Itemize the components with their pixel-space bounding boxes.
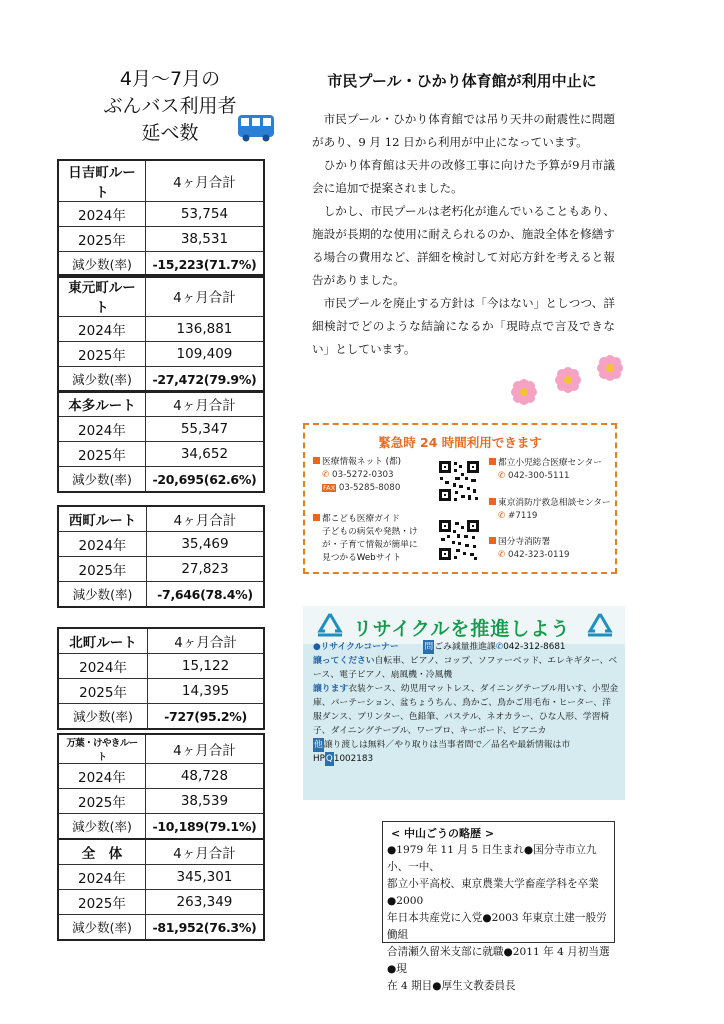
dept-name: ごみ減量推進課 — [434, 642, 496, 652]
article-title: 市民プール・ひかり体育館が利用中止に — [327, 72, 597, 90]
diff-value: -7,646(78.4%) — [146, 582, 264, 608]
qr-code-icon[interactable] — [437, 459, 481, 503]
wanted-label: 譲ってください — [313, 656, 375, 666]
route-table-honda — [57, 390, 265, 493]
diff-label: 減少数(率) — [58, 814, 145, 840]
phone-icon: ✆ — [322, 470, 330, 480]
year-label: 2025年 — [58, 342, 145, 367]
value-2025: 263,349 — [145, 890, 264, 915]
offered-items: 衣装ケース、幼児用マットレス、ダイニングテーブル用いす、小型金庫、パーテーション、盆ちょうちん、鳥かご、鳥かご用毛布・ヒーター、洋服ダンス、プリンター、色鉛筆、パステル、ネオカラー、ひな人形、学習椅子、ダイニングテーブル、ワープロ、キーボード、ピアニカ — [313, 684, 619, 736]
profile-line: 在 4 期目●厚生文教委員長 — [387, 980, 516, 992]
year-label: 2024年 — [58, 532, 146, 557]
diff-label: 減少数(率) — [58, 467, 145, 493]
column-head: 4ヶ月合計 — [145, 275, 264, 317]
profile-box — [382, 821, 615, 992]
diff-value: -15,223(71.7%) — [145, 252, 264, 278]
profile-line: 合清瀬久留米支部に就職●2011 年 4 月初当選●現 — [387, 946, 610, 975]
med-net-label: 医療情報ネット (都) — [322, 457, 402, 467]
value-2024: 48,728 — [145, 764, 264, 789]
route-name: 西町ルート — [58, 506, 146, 532]
recycle-box — [303, 606, 625, 800]
profile-line: 年日本共産党に入党●2003 年東京土建一般労働組 — [387, 912, 607, 941]
recycle-note: 譲り渡しは無料／やり取りは当事者間で／品名や最新情報は市 — [323, 740, 571, 750]
bullet-square-icon — [489, 537, 496, 544]
value-2025: 38,531 — [145, 227, 264, 252]
recycle-icon — [583, 611, 617, 643]
year-label: 2024年 — [58, 417, 145, 442]
bullet-square-icon — [313, 457, 320, 464]
bullet-square-icon — [489, 458, 496, 465]
phone-icon: ✆ — [498, 550, 506, 560]
flower-icon — [597, 355, 623, 381]
value-2024: 15,122 — [148, 654, 264, 679]
value-2025: 34,652 — [145, 442, 264, 467]
value-2025: 27,823 — [146, 557, 264, 582]
title-line-2: ぶんバス利用者 — [103, 95, 237, 117]
year-label: 2025年 — [58, 789, 145, 814]
bullet-square-icon — [313, 514, 320, 521]
diff-label: 減少数(率) — [58, 582, 146, 608]
route-table-total — [57, 838, 265, 941]
route-name: 日吉町ルート — [58, 160, 145, 202]
diff-label: 減少数(率) — [58, 704, 148, 730]
fire-dept-block — [489, 536, 570, 562]
consult-block — [489, 497, 611, 523]
article-body — [312, 108, 615, 361]
kids-guide-text: 見つかるWebサイト — [322, 553, 402, 563]
value-2025: 109,409 — [145, 342, 264, 367]
recycle-body — [313, 640, 619, 766]
q-tag: Q — [325, 754, 333, 764]
hp-code: 1002183 — [333, 754, 374, 764]
inquiry-tag: 問 — [424, 642, 434, 652]
phone-icon: ✆ — [495, 642, 504, 652]
column-head: 4ヶ月合計 — [145, 160, 264, 202]
profile-line: ●1979 年 11 月 5 日生まれ●国分寺市立九小、一中、 — [387, 844, 597, 873]
hospital-name: 都立小児総合医療センター — [498, 458, 602, 468]
year-label: 2025年 — [58, 442, 145, 467]
recycle-title: リサイクルを推進しよう — [353, 618, 571, 640]
bullet-square-icon — [489, 498, 496, 505]
route-name: 全 体 — [58, 839, 145, 865]
diff-value: -10,189(79.1%) — [145, 814, 264, 840]
kids-guide-title: 都こども医療ガイド — [322, 514, 400, 524]
offered-label: 譲ります — [313, 684, 349, 694]
kids-guide-text: 子どもの病気や発熱・け — [322, 527, 418, 537]
column-head: 4ヶ月合計 — [145, 734, 264, 764]
year-label: 2024年 — [58, 654, 148, 679]
recycle-corner-label: ●リサイクルコーナー — [313, 642, 399, 652]
diff-value: -81,952(76.3%) — [145, 915, 264, 941]
year-label: 2025年 — [58, 679, 148, 704]
recycle-icon — [313, 611, 347, 643]
diff-value: -727(95.2%) — [148, 704, 264, 730]
value-2025: 14,395 — [148, 679, 264, 704]
year-label: 2024年 — [58, 865, 145, 890]
qr-code-icon[interactable] — [437, 518, 481, 562]
profile-line: 都立小平高校、東京農業大学畜産学科を卒業●2000 — [387, 878, 599, 907]
year-label: 2025年 — [58, 557, 146, 582]
kids-guide-block — [313, 513, 418, 565]
med-net-phone: 03-5272-0303 — [332, 470, 394, 480]
flower-icon — [511, 379, 537, 405]
emergency-info-box — [303, 423, 617, 574]
column-head: 4ヶ月合計 — [145, 391, 264, 417]
year-label: 2024年 — [58, 202, 145, 227]
route-name: 本多ルート — [58, 391, 145, 417]
fire-dept-phone: 042-323-0119 — [508, 550, 570, 560]
column-head: 4ヶ月合計 — [146, 506, 264, 532]
med-net-block — [313, 456, 401, 495]
column-head: 4ヶ月合計 — [148, 628, 264, 654]
title-line-1: 4月～7月の — [119, 68, 221, 90]
route-table-kitamachi — [57, 627, 265, 730]
value-2025: 38,539 — [145, 789, 264, 814]
hp-label: HP — [313, 754, 325, 764]
phone-icon: ✆ — [498, 471, 506, 481]
article-paragraph: 市民プールを廃止する方針は「今はない」としつつ、詳細検討でどのような結論になるか「現時点で言及できない」としています。 — [312, 296, 615, 356]
route-name: 東元町ルート — [58, 275, 145, 317]
diff-value: -27,472(79.9%) — [145, 367, 264, 393]
column-head: 4ヶ月合計 — [145, 839, 264, 865]
fax-tag: FAX — [323, 484, 336, 492]
value-2024: 53,754 — [145, 202, 264, 227]
route-name: 万葉・けやきルート — [58, 734, 145, 764]
diff-label: 減少数(率) — [58, 252, 145, 278]
route-table-nishimachi — [57, 505, 265, 608]
year-label: 2025年 — [58, 227, 145, 252]
article-paragraph: 市民プール・ひかり体育館では吊り天井の耐震性に問題があり、9 月 12 日から利用が中止になっています。 — [312, 112, 615, 149]
title-line-3: 延べ数 — [141, 122, 199, 144]
bus-icon — [236, 113, 276, 143]
hospital-block — [489, 457, 602, 483]
year-label: 2024年 — [58, 764, 145, 789]
kids-guide-text: が・子育て情報が簡単に — [322, 540, 418, 550]
med-net-fax: 03-5285-8080 — [338, 483, 401, 493]
article-paragraph: しかし、市民プールは老朽化が進んでいることもあり、施設が長期的な使用に耐えられるのか、施設全体を修繕する場合の費用など、詳細を検討して対応方針を考えると報告がありました。 — [312, 204, 615, 287]
dept-phone: 042-312-8681 — [503, 642, 566, 652]
route-table-hiyoshi — [57, 159, 265, 278]
diff-label: 減少数(率) — [58, 915, 145, 941]
profile-title: < 中山ごうの略歴 > — [391, 827, 495, 840]
fire-dept-name: 国分寺消防署 — [498, 537, 551, 547]
diff-value: -20,695(62.6%) — [145, 467, 264, 493]
hospital-phone: 042-300-5111 — [508, 471, 570, 481]
value-2024: 35,469 — [146, 532, 264, 557]
value-2024: 136,881 — [145, 317, 264, 342]
other-tag: 他 — [314, 740, 323, 750]
flower-icons — [506, 354, 626, 414]
year-label: 2025年 — [58, 890, 145, 915]
emergency-title: 緊急時 24 時間利用できます — [378, 435, 542, 450]
route-table-manyo-keyaki — [57, 733, 265, 840]
value-2024: 345,301 — [145, 865, 264, 890]
route-name: 北町ルート — [58, 628, 148, 654]
value-2024: 55,347 — [145, 417, 264, 442]
phone-icon: ✆ — [498, 511, 506, 521]
diff-label: 減少数(率) — [58, 367, 145, 393]
route-table-higashimoto — [57, 274, 265, 393]
year-label: 2024年 — [58, 317, 145, 342]
article-paragraph: ひかり体育館は天井の改修工事に向けた予算が9月市議会に追加で提案されました。 — [312, 158, 615, 195]
wanted-items: 自転車、ピアノ、コップ、ソファーベッド、エレキギター、ベース、電子ピアノ、扇風機・冷風機 — [313, 656, 618, 680]
consult-name: 東京消防庁救急相談センター — [498, 498, 611, 508]
flower-icon — [555, 367, 581, 393]
consult-phone: #7119 — [508, 511, 538, 521]
